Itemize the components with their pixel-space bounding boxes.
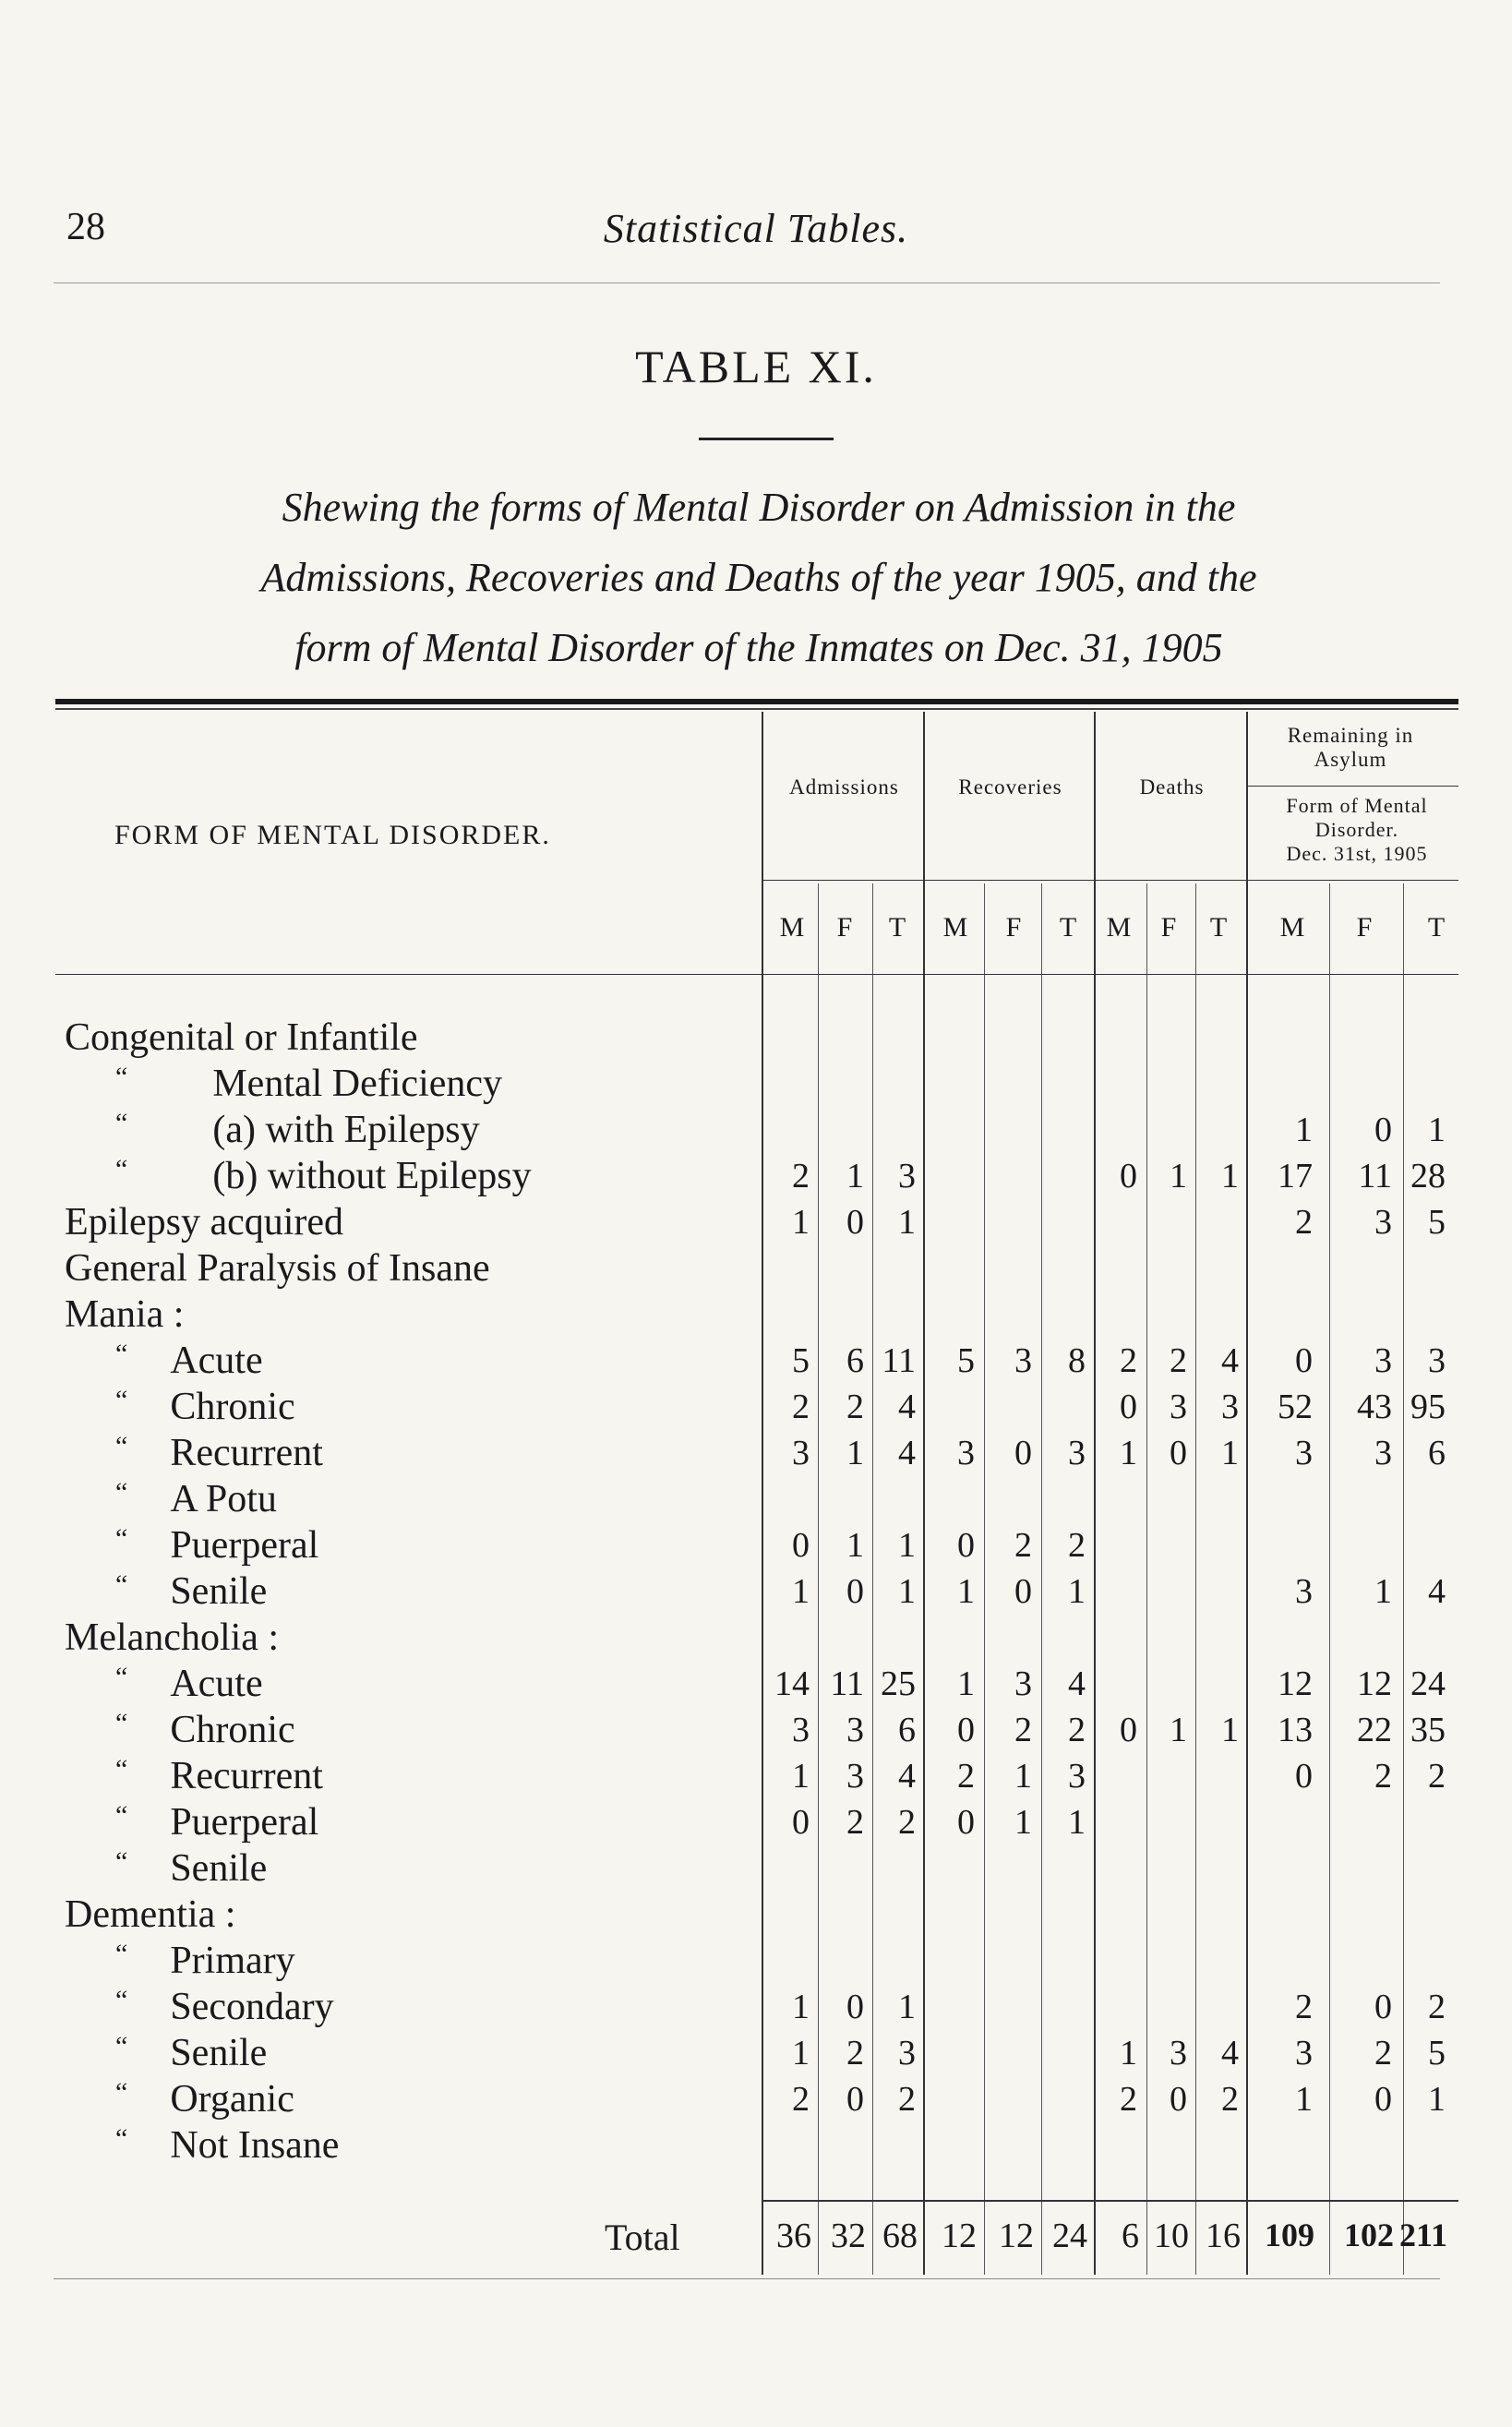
table-cell: 3	[1295, 1572, 1313, 1611]
table-cell: 1	[792, 1203, 810, 1242]
row-label-text: Recurrent	[170, 1432, 323, 1474]
table-cell: 5	[957, 1341, 975, 1380]
table-cell: 2	[846, 1803, 864, 1842]
remaining-subheading	[1248, 794, 1466, 866]
row-label-text: Mania :	[65, 1293, 185, 1336]
table-cell: 43	[1357, 1388, 1392, 1426]
table-cell: 1	[846, 1526, 864, 1565]
table-cell: 3	[1014, 1664, 1032, 1703]
ditto-mark: “	[115, 1939, 128, 1969]
table-cell: 1	[846, 1157, 864, 1195]
table-cell: 0	[1014, 1434, 1032, 1472]
ditto-mark: “	[115, 1569, 128, 1600]
row-label-text: Recurrent	[170, 1755, 323, 1797]
total-label: Total	[605, 2217, 680, 2258]
table-cell: 1	[1428, 2080, 1446, 2119]
table-cell: 52	[1278, 1388, 1313, 1426]
table-cell: 35	[1410, 1711, 1446, 1749]
ditto-mark: “	[115, 1523, 128, 1554]
row-label	[115, 1477, 277, 1521]
ditto-mark: “	[115, 1108, 128, 1138]
table-cell: 2	[1295, 1988, 1313, 2026]
row-label	[115, 1108, 480, 1152]
row-label-text: Senile	[170, 2032, 268, 2074]
table-cell: 0	[846, 2080, 864, 2119]
table-cell: 3	[898, 2034, 916, 2073]
row-label-text: Senile	[170, 1847, 268, 1890]
subtitle-line: Admissions, Recoveries and Deaths of the year 1905, and the	[260, 555, 1257, 600]
table-cell: 12	[1278, 1664, 1313, 1703]
column-subheading: M	[942, 912, 968, 943]
table-cell: 4	[1428, 1572, 1446, 1611]
table-cell: 0	[792, 1526, 810, 1565]
table-cell: 0	[957, 1711, 975, 1749]
row-label-text: (b) without Epilepsy	[212, 1155, 532, 1197]
table-cell: 2	[1221, 2080, 1239, 2119]
table-cell: 24	[1410, 1664, 1446, 1703]
total-cell: 68	[882, 2217, 918, 2255]
column-subheading: M	[1279, 912, 1305, 943]
column-subheading: T	[888, 912, 906, 943]
row-label-text: General Paralysis of Insane	[65, 1247, 490, 1290]
table-cell: 1	[792, 1572, 810, 1611]
table-cell: 3	[792, 1711, 810, 1749]
table-cell: 2	[1374, 2034, 1392, 2073]
table-cell: 0	[1120, 1388, 1137, 1426]
table-cell: 3	[792, 1434, 810, 1472]
row-label	[65, 1616, 279, 1660]
total-cell: 32	[831, 2217, 866, 2255]
header-rule	[54, 282, 1440, 283]
table-cell: 8	[1068, 1341, 1086, 1380]
row-label-text: Puerperal	[170, 1524, 319, 1567]
column-subheading: F	[1005, 912, 1022, 943]
table-cell: 1	[792, 2034, 810, 2073]
table-cell: 0	[1170, 1434, 1187, 1472]
table-cell: 2	[898, 1803, 916, 1842]
table-cell: 3	[846, 1711, 864, 1749]
ditto-mark: “	[115, 1846, 128, 1877]
table-cell: 1	[1014, 1757, 1032, 1796]
row-label	[115, 1985, 334, 2029]
row-label-text: Mental Deficiency	[212, 1063, 503, 1105]
ditto-mark: “	[115, 1985, 128, 2015]
table-cell: 2	[1014, 1526, 1032, 1565]
remaining-subheading-line: Dec. 31st, 1905	[1286, 842, 1428, 865]
table-cell: 1	[1295, 1111, 1313, 1149]
table-cell: 1	[957, 1572, 975, 1611]
table-cell: 1	[1014, 1803, 1032, 1842]
table-cell: 2	[1428, 1988, 1446, 2026]
table-cell: 28	[1410, 1157, 1446, 1195]
form-column-heading: FORM OF MENTAL DISORDER.	[114, 820, 551, 850]
column-divider	[1329, 883, 1330, 2275]
table-cell: 0	[1374, 2080, 1392, 2119]
total-cell: 36	[776, 2217, 811, 2255]
table-cell: 2	[1014, 1711, 1032, 1749]
table-cell: 0	[1295, 1341, 1313, 1380]
table-cell: 3	[1295, 1434, 1313, 1472]
row-label-text: (a) with Epilepsy	[212, 1109, 480, 1151]
table-cell: 1	[898, 1203, 916, 1242]
row-label	[65, 1246, 490, 1291]
table-cell: 3	[1428, 1341, 1446, 1380]
table-cell: 25	[881, 1664, 916, 1703]
table-cell: 1	[1120, 2034, 1137, 2073]
table-cell: 0	[792, 1803, 810, 1842]
ditto-mark: “	[115, 1154, 128, 1184]
row-label-text: Acute	[170, 1340, 263, 1382]
subtitle-line: form of Mental Disorder of the Inmates on Dec. 31, 1905	[294, 625, 1223, 670]
row-label	[65, 1200, 343, 1244]
table-cell: 22	[1357, 1711, 1392, 1749]
row-label	[115, 2077, 294, 2121]
table-cell: 2	[957, 1757, 975, 1796]
row-label-text: Secondary	[170, 1986, 334, 2028]
table-cell: 2	[846, 2034, 864, 2073]
total-cell: 12	[942, 2217, 977, 2255]
column-divider	[1246, 712, 1248, 2275]
table-cell: 2	[792, 1157, 810, 1195]
table-cell: 0	[846, 1203, 864, 1242]
row-label	[115, 1708, 295, 1752]
ditto-mark: “	[115, 1431, 128, 1461]
table-cell: 3	[1295, 2034, 1313, 2073]
table-cell: 2	[1120, 2080, 1137, 2119]
column-divider	[923, 712, 925, 2275]
table-cell: 2	[1295, 1203, 1313, 1242]
table-cell: 6	[846, 1341, 864, 1380]
table-cell: 1	[1068, 1803, 1086, 1842]
table-cell: 0	[957, 1803, 975, 1842]
row-label-text: Epilepsy acquired	[65, 1201, 344, 1244]
table-cell: 3	[957, 1434, 975, 1472]
table-cell: 5	[1428, 2034, 1446, 2073]
table-cell: 1	[898, 1526, 916, 1565]
table-cell: 2	[792, 2080, 810, 2119]
total-cell: 211	[1398, 2217, 1447, 2253]
deaths-heading: Deaths	[1139, 775, 1205, 799]
table-cell: 1	[792, 1988, 810, 2026]
table-cell: 3	[1170, 1388, 1187, 1426]
table-cell: 2	[846, 1388, 864, 1426]
table-cell: 3	[1068, 1434, 1086, 1472]
table-cell: 4	[898, 1757, 916, 1796]
row-label-text: Chronic	[170, 1709, 295, 1751]
table-heavy-rule	[55, 699, 1458, 704]
column-subheading: T	[1427, 912, 1446, 943]
table-cell: 1	[898, 1572, 916, 1611]
ditto-mark: “	[115, 1800, 128, 1831]
row-label-text: Senile	[170, 1570, 268, 1613]
ditto-mark: “	[115, 1062, 128, 1092]
table-cell: 1	[1170, 1157, 1187, 1195]
row-label-text: Melancholia :	[65, 1616, 280, 1659]
row-label	[115, 1569, 267, 1614]
table-cell: 0	[1120, 1711, 1137, 1749]
row-label	[115, 1846, 267, 1891]
table-cell: 4	[1221, 1341, 1239, 1380]
table-cell: 1	[1374, 1572, 1392, 1611]
table-cell: 0	[846, 1572, 864, 1611]
table-cell: 2	[1374, 1757, 1392, 1796]
row-label	[115, 2031, 267, 2075]
table-cell: 5	[1428, 1203, 1446, 1242]
total-cell: 16	[1206, 2217, 1241, 2255]
table-cell: 14	[774, 1664, 810, 1703]
header-rule	[763, 880, 1458, 881]
row-label	[115, 2123, 339, 2168]
table-cell: 1	[792, 1757, 810, 1796]
table-cell: 0	[1374, 1988, 1392, 2026]
total-cell: 102	[1344, 2217, 1394, 2253]
table-cell: 3	[1014, 1341, 1032, 1380]
table-cell: 3	[898, 1157, 916, 1195]
table-cell: 6	[1428, 1434, 1446, 1472]
recoveries-heading: Recoveries	[958, 775, 1062, 799]
table-cell: 3	[1374, 1341, 1392, 1380]
table-cell: 1	[846, 1434, 864, 1472]
table-subtitle	[57, 473, 1460, 683]
row-label	[115, 1939, 295, 1983]
total-rule	[763, 2200, 1458, 2202]
table-cell: 6	[898, 1711, 916, 1749]
table-cell: 11	[1358, 1157, 1392, 1195]
table-cell: 1	[1120, 1434, 1137, 1472]
page-number: 28	[66, 206, 105, 248]
table-cell: 12	[1357, 1664, 1392, 1703]
total-cell: 109	[1265, 2217, 1314, 2253]
row-label-text: Chronic	[170, 1386, 295, 1428]
table-cell: 3	[1068, 1757, 1086, 1796]
table-cell: 13	[1278, 1711, 1313, 1749]
ditto-mark: “	[115, 2031, 128, 2061]
ditto-mark: “	[115, 1477, 128, 1508]
ditto-mark: “	[115, 1754, 128, 1784]
column-subheading: F	[1356, 912, 1373, 943]
header-rule	[55, 974, 1458, 975]
row-label	[115, 1062, 502, 1106]
ditto-mark: “	[115, 1662, 128, 1692]
table-cell: 2	[1428, 1757, 1446, 1796]
table-cell: 1	[1068, 1572, 1086, 1611]
table-cell: 2	[1068, 1711, 1086, 1749]
row-label	[65, 1015, 418, 1060]
table-cell: 0	[1120, 1157, 1137, 1195]
table-cell: 0	[1014, 1572, 1032, 1611]
table-cell: 3	[1221, 1388, 1239, 1426]
column-subheading: F	[836, 912, 853, 943]
table-heavy-rule	[55, 708, 1458, 710]
table-cell: 1	[1221, 1711, 1239, 1749]
ditto-mark: “	[115, 1339, 128, 1369]
remaining-subheading-line: Form of Mental	[1286, 794, 1428, 817]
table-cell: 3	[1374, 1203, 1392, 1242]
row-label-text: Acute	[170, 1663, 263, 1705]
remaining-heading: Remaining in Asylum	[1287, 724, 1414, 771]
table-cell: 2	[1120, 1341, 1137, 1380]
table-cell: 11	[882, 1341, 916, 1380]
subtitle-line: Shewing the forms of Mental Disorder on Admission in the	[282, 485, 1236, 530]
remaining-subheading-line: Disorder.	[1314, 818, 1399, 841]
table-cell: 3	[1374, 1434, 1392, 1472]
table-cell: 0	[1170, 2080, 1187, 2119]
bottom-rule	[54, 2278, 1440, 2279]
row-label-text: Not Insane	[170, 2124, 340, 2167]
table-cell: 1	[1170, 1711, 1187, 1749]
column-subheading: M	[1106, 912, 1132, 943]
admissions-heading: Admissions	[789, 775, 899, 799]
table-cell: 11	[830, 1664, 864, 1703]
table-title: TABLE XI.	[635, 341, 877, 392]
table-cell: 1	[1221, 1157, 1239, 1195]
table-cell: 0	[1374, 1111, 1392, 1149]
table-cell: 4	[898, 1388, 916, 1426]
table-cell: 3	[1170, 2034, 1187, 2073]
table-cell: 1	[1295, 2080, 1313, 2119]
table-cell: 2	[1170, 1341, 1187, 1380]
row-label-text: Primary	[170, 1940, 295, 1982]
table-cell: 4	[1221, 2034, 1239, 2073]
table-cell: 5	[792, 1341, 810, 1380]
row-label-text: Puerperal	[170, 1801, 319, 1844]
header-rule	[1248, 786, 1458, 787]
running-title: Statistical Tables.	[603, 206, 909, 251]
table-cell: 4	[1068, 1664, 1086, 1703]
table-cell: 1	[1221, 1434, 1239, 1472]
table-cell: 1	[1428, 1111, 1446, 1149]
table-cell: 0	[846, 1988, 864, 2026]
row-label	[115, 1754, 323, 1798]
ditto-mark: “	[115, 1385, 128, 1415]
title-rule	[699, 438, 834, 440]
table-cell: 0	[957, 1526, 975, 1565]
table-cell: 4	[898, 1434, 916, 1472]
ditto-mark: “	[115, 1708, 128, 1738]
row-label	[115, 1385, 295, 1429]
table-cell: 2	[898, 2080, 916, 2119]
ditto-mark: “	[115, 2077, 128, 2108]
row-label-text: A Potu	[170, 1478, 277, 1520]
total-cell: 6	[1122, 2217, 1139, 2255]
ditto-mark: “	[115, 2123, 128, 2154]
column-subheading: T	[1209, 912, 1228, 943]
table-cell: 1	[957, 1664, 975, 1703]
row-label	[115, 1154, 532, 1198]
column-subheading: M	[779, 912, 805, 943]
row-label-text: Congenital or Infantile	[65, 1016, 418, 1059]
column-subheading: T	[1059, 912, 1077, 943]
row-label	[115, 1523, 318, 1568]
table-cell: 95	[1410, 1388, 1446, 1426]
row-label	[115, 1339, 263, 1383]
row-label	[115, 1662, 263, 1706]
row-label-text: Organic	[170, 2078, 294, 2121]
table-cell: 2	[1068, 1526, 1086, 1565]
row-label	[115, 1431, 323, 1475]
row-label	[65, 1292, 184, 1337]
total-cell: 24	[1052, 2217, 1087, 2255]
row-label	[65, 1892, 235, 1937]
table-cell: 0	[1295, 1757, 1313, 1796]
total-cell: 10	[1154, 2217, 1189, 2255]
row-label-text: Dementia :	[65, 1893, 236, 1936]
row-label	[115, 1800, 318, 1844]
column-subheading: F	[1160, 912, 1177, 943]
table-cell: 3	[846, 1757, 864, 1796]
table-cell: 17	[1278, 1157, 1313, 1195]
table-cell: 2	[792, 1388, 810, 1426]
total-cell: 12	[999, 2217, 1034, 2255]
table-cell: 1	[898, 1988, 916, 2026]
